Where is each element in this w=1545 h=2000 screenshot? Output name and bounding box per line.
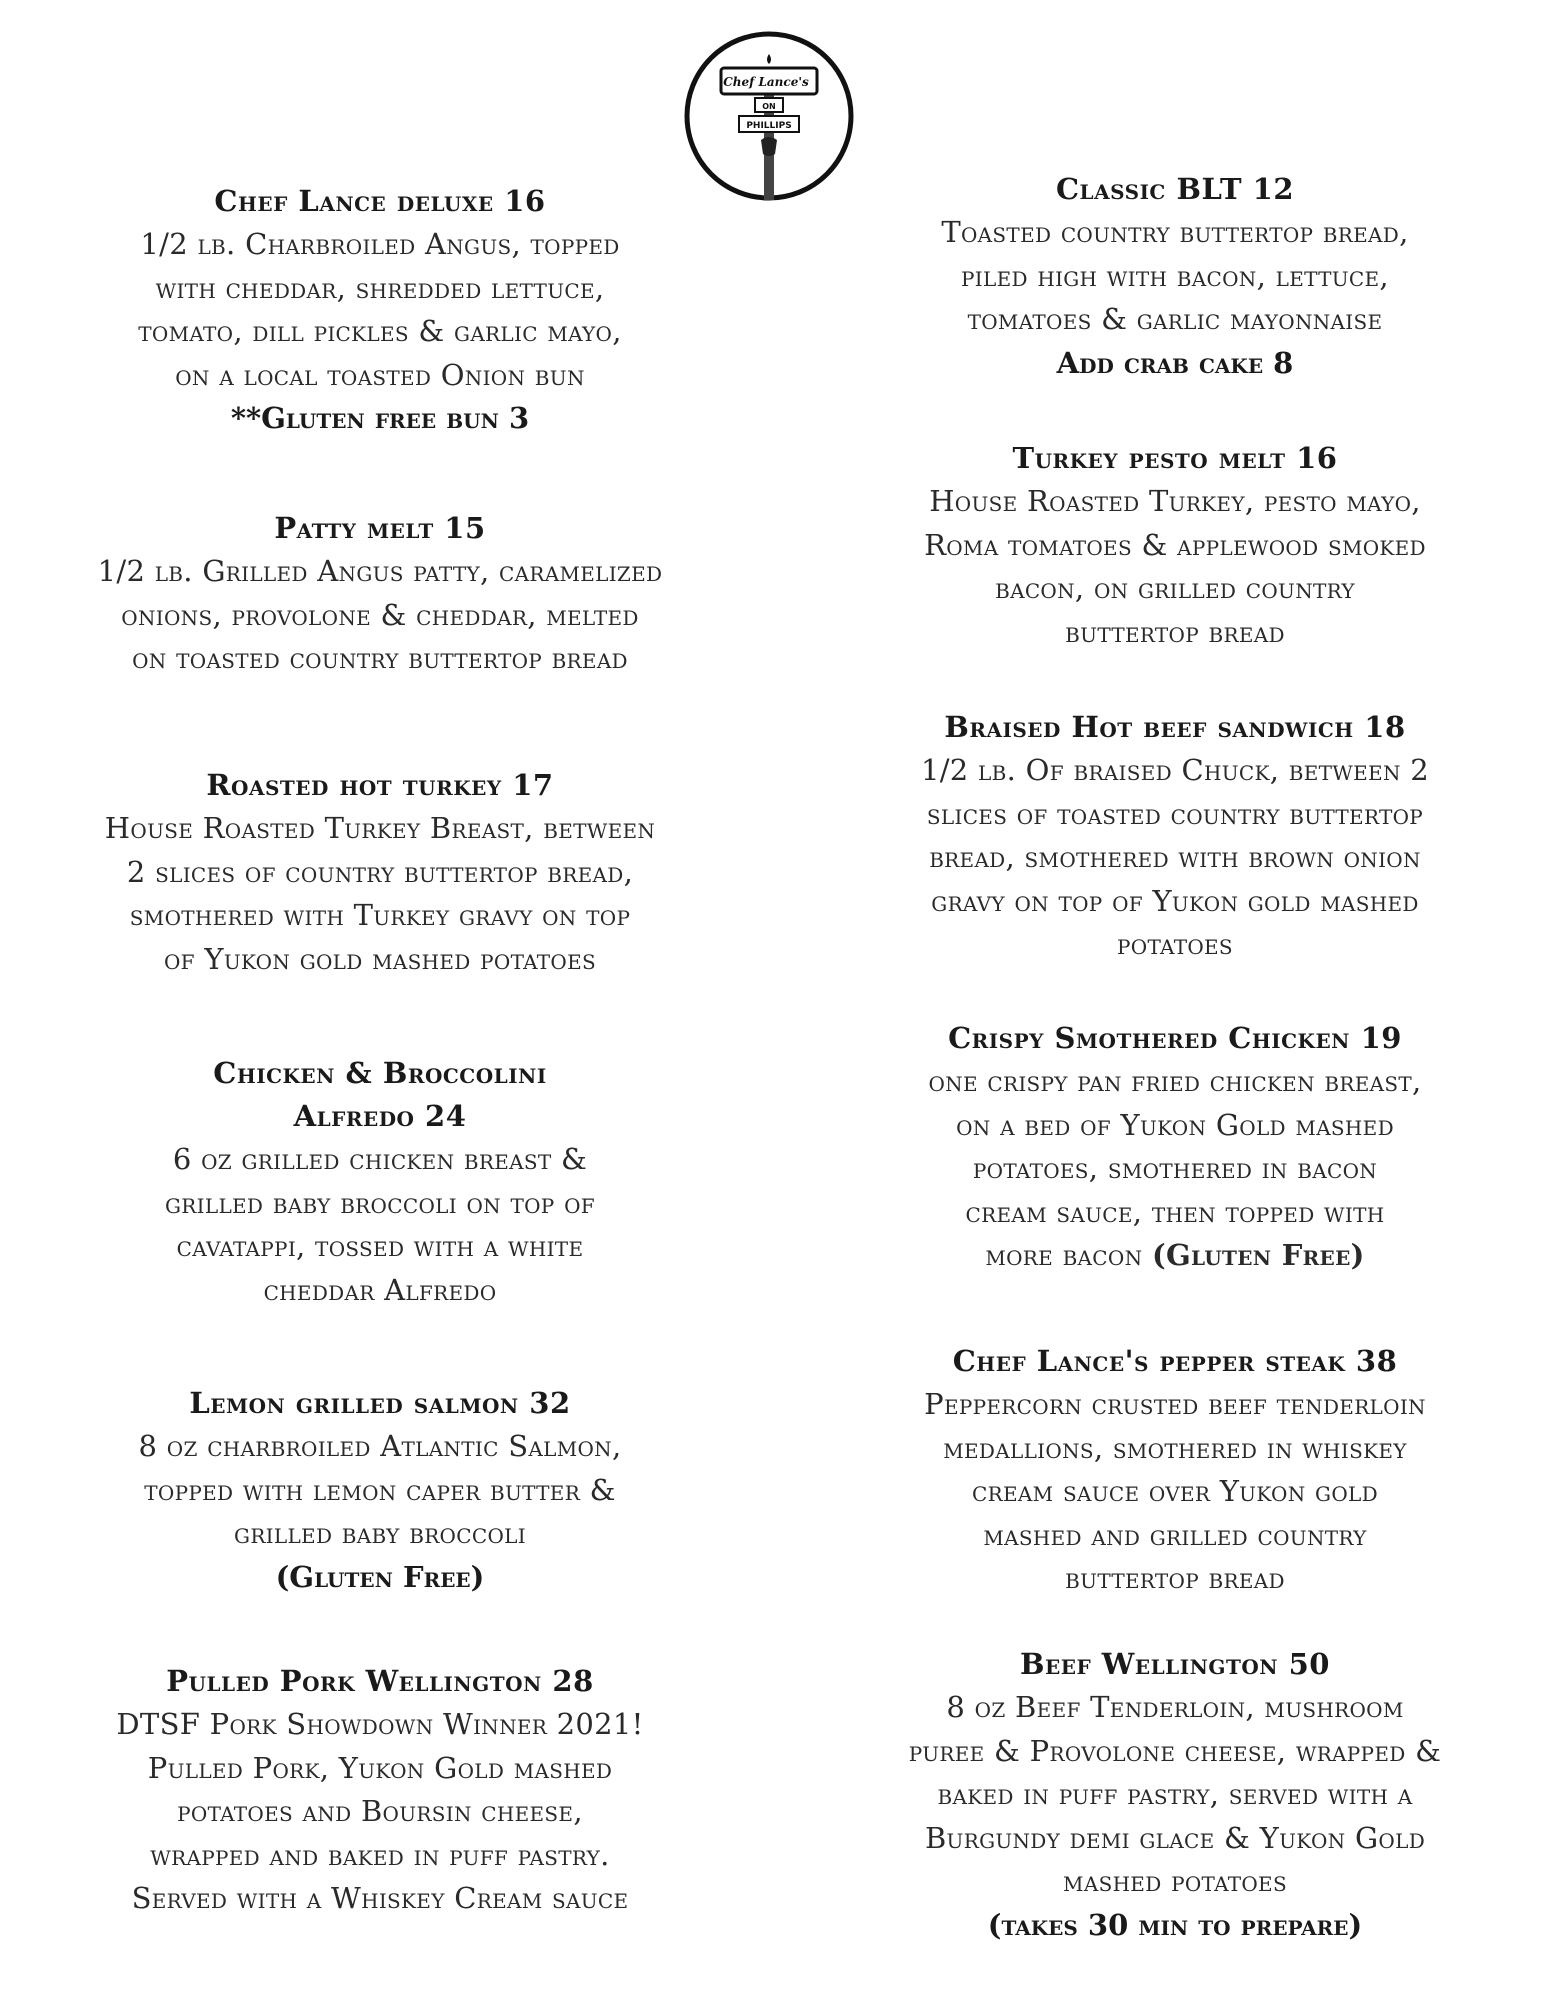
item-title: Turkey pesto melt 16	[1012, 441, 1338, 475]
item-desc-line: Pulled Pork, Yukon Gold mashed	[147, 1750, 613, 1785]
item-title-line-2: Alfredo 24	[293, 1099, 467, 1133]
item-title: Patty melt 15	[274, 511, 486, 545]
item-desc-line: on a local toasted Onion bun	[175, 357, 585, 392]
item-desc-line: 1/2 lb. Of braised Chuck, between 2	[920, 753, 1430, 787]
item-desc-line: onions, provolone & cheddar, melted	[121, 597, 639, 632]
logo-line-3: PHILLIPS	[746, 121, 792, 131]
menu-item	[820, 706, 1530, 967]
item-desc-text: more bacon	[985, 1238, 1152, 1272]
item-desc-line: grilled baby broccoli	[234, 1516, 526, 1550]
menu-item	[30, 1382, 730, 1599]
item-desc-line: on a bed of Yukon Gold mashed	[956, 1107, 1394, 1142]
item-desc-line: House Roasted Turkey, pesto mayo,	[929, 484, 1421, 518]
item-title: Lemon grilled salmon 32	[189, 1386, 571, 1420]
item-desc-line: cavatappi, tossed with a white	[176, 1229, 584, 1263]
item-title: Beef Wellington 50	[1020, 1647, 1330, 1681]
item-note: (takes 30 min to prepare)	[987, 1907, 1363, 1942]
item-desc-line: on toasted country buttertop bread	[132, 641, 628, 675]
menu-item	[820, 1643, 1530, 1947]
item-desc-line: Burgundy demi glace & Yukon Gold	[924, 1820, 1426, 1855]
item-desc-line: potatoes	[1117, 927, 1233, 961]
item-note: (Gluten Free)	[275, 1559, 485, 1594]
item-desc-line: mashed and grilled country	[983, 1517, 1367, 1552]
item-title: Roasted hot turkey 17	[206, 768, 554, 802]
item-desc-line: 8 oz charbroiled Atlantic Salmon,	[138, 1429, 622, 1463]
menu-item	[820, 168, 1530, 385]
item-desc-line: tomato, dill pickles & garlic mayo,	[138, 314, 622, 348]
item-desc-line: slices of toasted country buttertop	[926, 796, 1424, 831]
item-desc-line: buttertop bread	[1065, 614, 1285, 649]
item-title: Crispy Smothered Chicken 19	[948, 1021, 1402, 1055]
item-desc-line: bread, smothered with brown onion	[929, 840, 1421, 874]
item-title: Chicken & Broccolini	[213, 1056, 547, 1090]
item-desc-line: buttertop bread	[1065, 1561, 1285, 1595]
item-desc-line: medallions, smothered in whiskey	[943, 1430, 1407, 1465]
item-desc-line: cream sauce over Yukon gold	[972, 1474, 1378, 1508]
item-desc-line: 1/2 lb. Grilled Angus patty, caramelized	[97, 554, 663, 588]
item-desc-line: 6 oz grilled chicken breast &	[172, 1142, 588, 1176]
item-desc-line: cheddar Alfredo	[263, 1272, 497, 1307]
item-desc-line: 2 slices of country buttertop bread,	[126, 854, 634, 889]
item-desc-line: potatoes, smothered in bacon	[972, 1151, 1378, 1185]
item-desc-line: House Roasted Turkey Breast, between	[104, 811, 656, 845]
menu-item	[30, 1052, 730, 1312]
item-desc-line: Toasted country buttertop bread,	[941, 215, 1409, 249]
item-desc-line: cream sauce, then topped with	[965, 1194, 1385, 1229]
item-desc-line: bacon, on grilled country	[995, 571, 1355, 605]
item-desc-line: Peppercorn crusted beef tenderloin	[924, 1387, 1426, 1421]
item-note: **Gluten free bun 3	[230, 401, 530, 435]
menu-item	[30, 180, 730, 440]
item-desc-line: piled high with bacon, lettuce,	[961, 258, 1389, 293]
item-desc-line	[820, 1234, 1530, 1278]
menu-item	[30, 507, 730, 681]
item-desc-line: mashed potatoes	[1063, 1864, 1287, 1898]
item-desc-line: grilled baby broccoli on top of	[165, 1185, 595, 1220]
item-desc-line: one crispy pan fried chicken breast,	[928, 1064, 1422, 1098]
item-title: Pulled Pork Wellington 28	[166, 1664, 594, 1698]
item-desc-line: gravy on top of Yukon gold mashed	[931, 883, 1419, 918]
item-desc-line: Served with a Whiskey Cream sauce	[131, 1881, 629, 1915]
menu-item	[820, 1017, 1530, 1278]
item-desc-line: 8 oz Beef Tenderloin, mushroom	[946, 1690, 1404, 1724]
item-desc-line: puree & Provolone cheese, wrapped &	[908, 1733, 1442, 1768]
item-desc-line: of Yukon gold mashed potatoes	[163, 941, 597, 976]
item-desc-line: wrapped and baked in puff pastry.	[150, 1837, 610, 1872]
item-title: Braised Hot beef sandwich 18	[944, 710, 1406, 744]
item-note: (Gluten Free)	[1151, 1238, 1365, 1272]
item-desc-line: topped with lemon caper butter &	[144, 1472, 616, 1507]
logo-line-1: Chef Lance's	[723, 75, 809, 89]
item-desc-line: DTSF Pork Showdown Winner 2021!	[116, 1707, 644, 1741]
menu-item	[30, 1660, 730, 1921]
item-title: Chef Lance's pepper steak 38	[952, 1344, 1398, 1378]
menu-item	[820, 1340, 1530, 1601]
item-desc-line: tomatoes & garlic mayonnaise	[967, 302, 1383, 336]
logo-line-2: ON	[762, 102, 776, 111]
item-title: Classic BLT 12	[1055, 172, 1295, 206]
item-desc-line: 1/2 lb. Charbroiled Angus, topped	[140, 227, 620, 261]
item-desc-line: smothered with Turkey gravy on top	[129, 898, 631, 932]
item-title: Chef Lance deluxe 16	[214, 184, 546, 218]
item-desc-line: with cheddar, shredded lettuce,	[155, 270, 605, 305]
item-desc-line: potatoes and Boursin cheese,	[177, 1794, 583, 1828]
item-desc-line: Roma tomatoes & applewood smoked	[924, 527, 1426, 562]
item-note: Add crab cake 8	[1056, 345, 1294, 380]
menu-item	[30, 764, 730, 981]
item-desc-line: baked in puff pastry, served with a	[937, 1777, 1413, 1811]
menu-item	[820, 437, 1530, 654]
